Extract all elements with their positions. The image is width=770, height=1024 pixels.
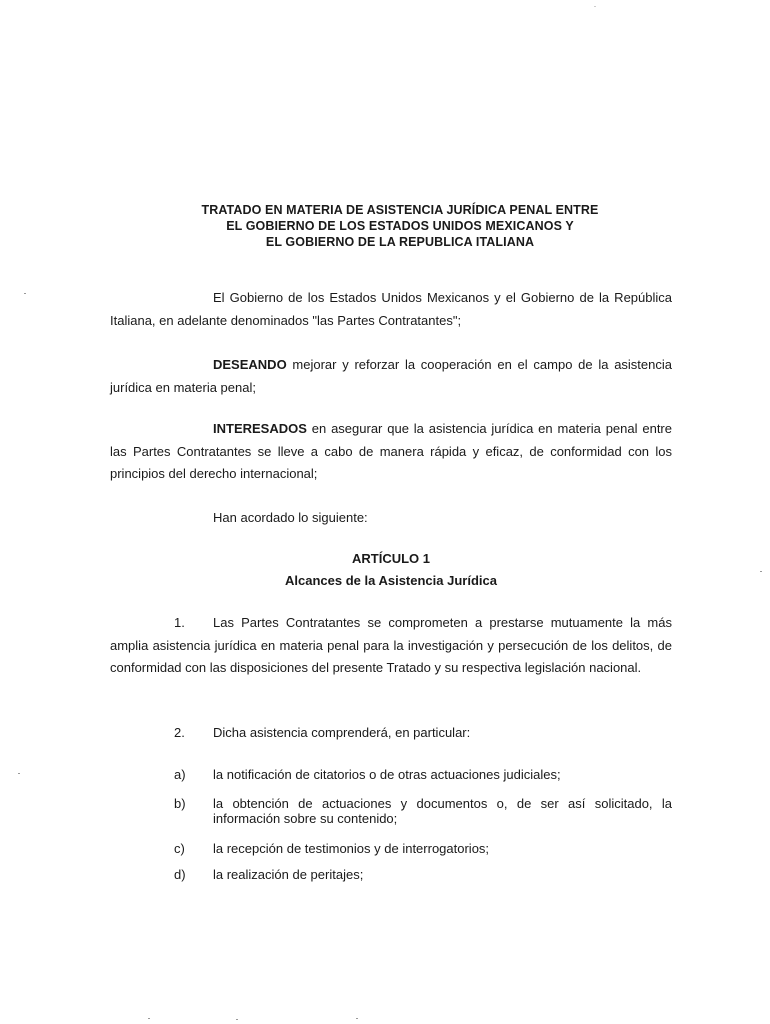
list-item-c	[110, 841, 672, 856]
item-text-2: Dicha asistencia comprenderá, en particular:	[213, 725, 471, 740]
list-item-a	[110, 767, 672, 782]
article-heading: ARTÍCULO 1	[352, 551, 430, 566]
treaty-title	[110, 202, 690, 250]
title-line-1: TRATADO EN MATERIA DE ASISTENCIA JURÍDICA PENAL ENTRE	[201, 203, 599, 217]
scan-speck	[760, 571, 762, 572]
scan-speck	[18, 773, 20, 774]
preamble-paragraph-2	[110, 354, 672, 399]
preamble-text-3: en asegurar que la asistencia jurídica en materia penal entre las Partes Contratantes se lleve a cabo de manera rápida y eficaz, de conformidad con los principios del derecho internacional;	[110, 421, 672, 481]
preamble-paragraph-1	[110, 287, 672, 332]
list-label-a: a)	[174, 767, 186, 782]
list-label-c: c)	[174, 841, 185, 856]
list-text-c: la recepción de testimonios y de interrogatorios;	[213, 841, 490, 856]
preamble-text-1: El Gobierno de los Estados Unidos Mexicanos y el Gobierno de la República Italiana, en adelante denominados "las Partes Contratantes";	[110, 290, 672, 328]
article-item-1	[110, 612, 672, 680]
preamble-keyword-interesados: INTERESADOS	[213, 421, 307, 436]
scan-speck	[148, 1018, 150, 1019]
list-item-b	[110, 796, 672, 826]
item-text-1: Las Partes Contratantes se comprometen a prestarse mutuamente la más amplia asistencia jurídica en materia penal para la investigación y persecución de los delitos, de conformidad con las disposiciones del presente Tratado y su respectiva legislación nacional.	[110, 615, 672, 675]
preamble-text-2: mejorar y reforzar la cooperación en el campo de la asistencia jurídica en materia penal;	[110, 357, 672, 395]
scan-speck	[594, 6, 596, 7]
preamble-text-4: Han acordado lo siguiente:	[213, 510, 368, 525]
preamble-paragraph-3	[110, 418, 672, 486]
list-text-a: la notificación de citatorios o de otras actuaciones judiciales;	[213, 767, 561, 782]
item-number-2: 2.	[174, 725, 185, 740]
list-text-d: la realización de peritajes;	[213, 867, 364, 882]
article-item-2	[110, 722, 672, 745]
list-label-b: b)	[174, 796, 186, 811]
list-text-b: la obtención de actuaciones y documentos o, de ser así solicitado, la información sobre su contenido;	[213, 796, 672, 826]
preamble-keyword-deseando: DESEANDO	[213, 357, 287, 372]
scan-speck	[236, 1019, 238, 1020]
title-line-2: EL GOBIERNO DE LOS ESTADOS UNIDOS MEXICANOS Y	[226, 219, 574, 233]
scan-speck	[24, 293, 26, 294]
preamble-paragraph-4	[110, 507, 672, 530]
scan-speck	[356, 1018, 358, 1019]
list-label-d: d)	[174, 867, 186, 882]
item-number-1: 1.	[174, 615, 185, 630]
article-subheading: Alcances de la Asistencia Jurídica	[285, 573, 497, 588]
list-item-d	[110, 867, 672, 882]
title-line-3: EL GOBIERNO DE LA REPUBLICA ITALIANA	[265, 235, 535, 249]
